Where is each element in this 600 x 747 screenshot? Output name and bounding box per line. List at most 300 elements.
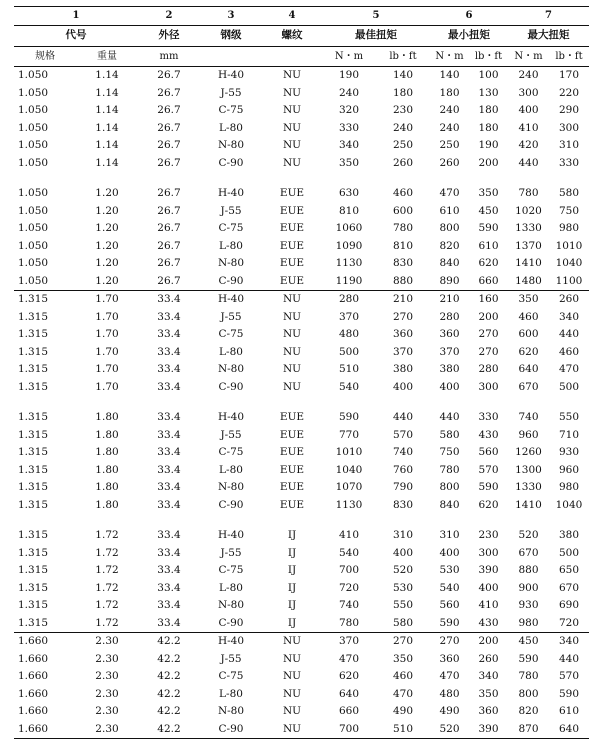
cell-min-lbft: 200	[478, 156, 499, 169]
cell-opt-nm: 720	[338, 581, 360, 594]
cell-max-nm: 420	[518, 139, 539, 151]
cell-opt-nm: 470	[338, 652, 360, 665]
table-row	[14, 273, 589, 291]
cell-od: 26.7	[157, 187, 181, 199]
cell-opt-lbft: 830	[392, 257, 414, 269]
cell-opt-lbft: 260	[392, 156, 414, 169]
column-number: 5	[322, 7, 430, 26]
cell-opt-nm: 370	[338, 310, 360, 323]
column-number: 1	[14, 7, 138, 26]
cell-min-nm: 540	[439, 581, 460, 594]
cell-size: 1.660	[18, 652, 49, 665]
cell-weight: 1.72	[95, 564, 119, 576]
cell-min-lbft: 430	[478, 616, 499, 629]
table-row	[14, 309, 589, 327]
cell-min-lbft: 260	[478, 652, 499, 665]
cell-grade: N-80	[217, 705, 245, 717]
cell-weight: 2.30	[76, 633, 138, 651]
cell-min-nm: 530	[439, 564, 460, 576]
cell-min-nm: 210	[430, 291, 469, 309]
cell-size: 1.050	[18, 222, 49, 234]
cell-min-nm: 800	[439, 481, 460, 493]
cell-opt-lbft: 570	[392, 428, 414, 441]
cell-od: 26.7	[157, 86, 181, 99]
cell-min-lbft: 590	[478, 481, 499, 493]
cell-weight: 1.80	[95, 411, 119, 423]
cell-od: 26.7	[157, 239, 181, 252]
cell-weight: 2.30	[95, 687, 119, 700]
cell-weight: 1.20	[95, 239, 119, 252]
cell-size: 1.660	[14, 721, 76, 739]
cell-min-lbft: 130	[478, 86, 499, 99]
cell-min-nm: 400	[439, 380, 460, 393]
cell-thread: IJ	[287, 599, 297, 611]
cell-opt-nm: 1130	[335, 498, 363, 511]
table-row	[14, 668, 589, 686]
cell-opt-nm: 660	[338, 705, 360, 717]
cell-weight: 1.72	[95, 546, 119, 559]
cell-grade: C-75	[218, 564, 244, 576]
cell-grade: C-90	[218, 616, 244, 629]
cell-size: 1.660	[14, 633, 76, 651]
torque-table-sheet	[14, 6, 589, 739]
cell-min-lbft: 610	[478, 239, 499, 252]
cell-thread: EUE	[279, 187, 305, 199]
cell-weight: 1.72	[95, 599, 119, 611]
cell-min-lbft: 340	[478, 670, 499, 682]
cell-min-nm: 380	[439, 363, 460, 375]
cell-weight: 1.20	[95, 257, 119, 269]
cell-opt-nm: 350	[338, 156, 360, 169]
cell-thread: EUE	[279, 204, 305, 217]
cell-weight: 2.30	[95, 652, 119, 665]
header-od: 外径	[138, 26, 200, 47]
table-row	[14, 597, 589, 615]
cell-size: 1.660	[18, 705, 49, 717]
table-row	[14, 238, 589, 256]
table-row	[14, 633, 589, 651]
cell-weight: 2.30	[95, 670, 119, 682]
cell-thread: NU	[282, 139, 302, 151]
cell-weight: 1.70	[95, 380, 119, 393]
cell-weight: 1.14	[95, 121, 119, 134]
cell-min-lbft: 660	[478, 274, 499, 287]
cell-opt-nm: 240	[338, 86, 360, 99]
cell-opt-lbft: 270	[376, 633, 430, 651]
column-number: 4	[262, 7, 322, 26]
cell-opt-lbft: 600	[392, 204, 414, 217]
cell-size: 1.315	[18, 529, 49, 541]
cell-thread: IJ	[287, 581, 297, 594]
cell-opt-lbft: 180	[392, 86, 414, 99]
cell-opt-lbft: 520	[392, 564, 414, 576]
cell-max-nm: 300	[518, 86, 539, 99]
cell-max-lbft: 930	[558, 446, 580, 458]
cell-thread: NU	[282, 652, 302, 665]
cell-size: 1.315	[18, 446, 49, 458]
cell-opt-lbft: 510	[376, 721, 430, 739]
cell-od: 26.7	[157, 104, 181, 116]
cell-min-lbft: 360	[478, 705, 499, 717]
cell-weight: 1.72	[95, 529, 119, 541]
cell-min-nm: 270	[430, 633, 469, 651]
header-unit-lbft: lb・ft	[549, 47, 589, 67]
cell-min-nm: 560	[439, 599, 460, 611]
table-row	[14, 686, 589, 704]
cell-min-nm: 250	[439, 139, 460, 151]
cell-min-lbft: 620	[478, 498, 499, 511]
cell-min-lbft: 160	[469, 291, 508, 309]
cell-thread: NU	[282, 687, 302, 700]
cell-max-nm: 620	[518, 345, 539, 358]
cell-od: 33.4	[157, 428, 181, 441]
cell-size: 1.660	[18, 670, 49, 682]
cell-od: 33.4	[138, 291, 200, 309]
cell-min-nm: 280	[439, 310, 460, 323]
cell-opt-nm: 620	[338, 670, 360, 682]
cell-grade: C-75	[218, 222, 244, 234]
table-row	[14, 651, 589, 669]
cell-max-lbft: 220	[558, 86, 580, 99]
cell-grade: N-80	[217, 481, 245, 493]
cell-grade: H-40	[217, 187, 245, 199]
cell-min-nm: 800	[439, 222, 460, 234]
header-row-1	[14, 26, 589, 47]
cell-grade: C-90	[200, 721, 262, 739]
cell-min-lbft: 620	[478, 257, 499, 269]
cell-min-lbft: 200	[469, 633, 508, 651]
cell-opt-lbft: 240	[392, 121, 414, 134]
table-row	[14, 379, 589, 397]
cell-grade: J-55	[220, 86, 242, 99]
cell-min-lbft: 350	[478, 187, 499, 199]
cell-od: 33.4	[157, 463, 181, 476]
cell-od: 33.4	[157, 328, 181, 340]
cell-thread: IJ	[287, 616, 297, 629]
cell-weight: 1.70	[95, 345, 119, 358]
cell-weight: 1.80	[95, 463, 119, 476]
cell-weight: 1.72	[95, 616, 119, 629]
cell-min-nm: 240	[439, 104, 460, 116]
cell-od: 42.2	[157, 687, 181, 700]
cell-size: 1.050	[18, 204, 49, 217]
cell-grade: L-80	[219, 239, 243, 252]
header-unit-nm: N・m	[322, 47, 376, 67]
cell-size: 1.315	[18, 481, 49, 493]
cell-size: 1.050	[18, 257, 49, 269]
cell-od: 33.4	[157, 546, 181, 559]
cell-opt-nm: 590	[338, 411, 360, 423]
cell-size: 1.315	[18, 380, 49, 393]
cell-max-lbft: 590	[558, 687, 580, 700]
cell-grade: N-80	[217, 139, 245, 151]
cell-thread: NU	[282, 310, 302, 323]
table-row	[14, 67, 589, 85]
cell-grade: C-75	[218, 446, 244, 458]
cell-max-lbft: 580	[558, 187, 580, 199]
cell-min-nm: 360	[439, 652, 460, 665]
cell-size: 1.315	[18, 345, 49, 358]
cell-opt-nm: 410	[338, 529, 360, 541]
cell-max-nm: 1330	[515, 222, 542, 234]
header-maximum-torque: 最大扭矩	[508, 26, 589, 47]
torque-table	[14, 6, 589, 739]
cell-grade: L-80	[219, 463, 243, 476]
cell-grade: J-55	[220, 546, 242, 559]
cell-max-lbft: 650	[558, 564, 580, 576]
cell-min-nm: 240	[439, 121, 460, 134]
cell-max-lbft: 330	[558, 156, 580, 169]
cell-max-nm: 1410	[515, 498, 542, 511]
cell-grade: H-40	[217, 411, 245, 423]
cell-size: 1.315	[18, 581, 49, 594]
cell-thread: NU	[262, 291, 322, 309]
header-row-2	[14, 47, 589, 67]
cell-grade: H-40	[217, 529, 245, 541]
cell-max-nm: 900	[518, 581, 539, 594]
cell-min-nm: 400	[439, 546, 460, 559]
cell-weight: 1.70	[95, 310, 119, 323]
cell-od: 33.4	[157, 599, 181, 611]
cell-max-nm: 240	[508, 67, 549, 85]
cell-max-lbft: 440	[558, 652, 580, 665]
cell-opt-nm: 810	[338, 204, 360, 217]
cell-od: 33.4	[157, 564, 181, 576]
cell-min-lbft: 410	[478, 599, 499, 611]
table-row	[14, 220, 589, 238]
cell-max-lbft: 960	[558, 463, 580, 476]
cell-od: 33.4	[157, 616, 181, 629]
cell-min-lbft: 200	[478, 310, 499, 323]
cell-min-lbft: 180	[478, 104, 499, 116]
cell-min-nm: 520	[430, 721, 469, 739]
table-row	[14, 479, 589, 497]
table-row	[14, 291, 589, 309]
cell-opt-nm: 370	[322, 633, 376, 651]
cell-grade: C-75	[218, 328, 244, 340]
cell-max-nm: 870	[508, 721, 549, 739]
cell-od: 26.7	[157, 121, 181, 134]
cell-od: 33.4	[157, 363, 181, 375]
cell-size: 1.050	[18, 274, 49, 287]
cell-size: 1.315	[18, 428, 49, 441]
column-number: 3	[200, 7, 262, 26]
cell-opt-nm: 630	[338, 187, 360, 199]
header-optimum-torque: 最佳扭矩	[322, 26, 430, 47]
cell-opt-nm: 1070	[335, 481, 363, 493]
cell-size: 1.315	[18, 498, 49, 511]
cell-max-lbft: 640	[549, 721, 589, 739]
cell-od: 33.4	[157, 498, 181, 511]
cell-max-nm: 400	[518, 104, 539, 116]
cell-opt-nm: 280	[322, 291, 376, 309]
cell-weight: 1.70	[95, 363, 119, 375]
cell-weight: 2.30	[95, 705, 119, 717]
table-row	[14, 427, 589, 445]
header-thread: 螺纹	[262, 26, 322, 47]
cell-min-lbft: 350	[478, 687, 499, 700]
cell-min-lbft: 280	[478, 363, 499, 375]
cell-min-lbft: 560	[478, 446, 499, 458]
cell-opt-nm: 1010	[335, 446, 363, 458]
cell-max-lbft: 290	[558, 104, 580, 116]
cell-thread: NU	[282, 363, 302, 375]
cell-od: 42.2	[157, 652, 181, 665]
column-number: 2	[138, 7, 200, 26]
cell-thread: NU	[282, 104, 302, 116]
cell-opt-lbft: 460	[392, 670, 414, 682]
cell-opt-lbft: 360	[392, 328, 414, 340]
cell-max-lbft: 1040	[555, 498, 583, 511]
cell-max-lbft: 550	[558, 411, 580, 423]
cell-min-lbft: 270	[478, 328, 499, 340]
cell-thread: EUE	[279, 274, 305, 287]
cell-max-nm: 520	[518, 529, 539, 541]
cell-min-lbft: 190	[478, 139, 499, 151]
cell-weight: 1.80	[95, 481, 119, 493]
cell-size: 1.050	[18, 156, 49, 169]
cell-od: 26.7	[157, 156, 181, 169]
cell-thread: NU	[262, 633, 322, 651]
cell-max-nm: 980	[518, 616, 539, 629]
cell-max-lbft: 720	[558, 616, 580, 629]
header-unit-nm: N・m	[430, 47, 469, 67]
cell-opt-nm: 190	[322, 67, 376, 85]
table-row	[14, 361, 589, 379]
cell-thread: EUE	[279, 428, 305, 441]
cell-max-nm: 410	[518, 121, 539, 134]
cell-thread: EUE	[279, 239, 305, 252]
table-row	[14, 721, 589, 739]
cell-max-nm: 1020	[515, 204, 542, 217]
cell-max-lbft: 690	[558, 599, 580, 611]
cell-min-nm: 780	[439, 463, 460, 476]
cell-min-lbft: 450	[478, 204, 499, 217]
table-row	[14, 137, 589, 155]
cell-max-nm: 1410	[515, 257, 542, 269]
table-row	[14, 326, 589, 344]
cell-max-lbft: 170	[549, 67, 589, 85]
header-minimum-torque: 最小扭矩	[430, 26, 508, 47]
header-unit-mm: mm	[138, 47, 200, 67]
cell-opt-nm: 780	[338, 616, 360, 629]
cell-min-nm: 360	[439, 328, 460, 340]
cell-grade: J-55	[220, 204, 242, 217]
cell-max-nm: 880	[518, 564, 539, 576]
cell-min-lbft: 430	[478, 428, 499, 441]
cell-thread: EUE	[279, 463, 305, 476]
cell-od: 33.4	[157, 446, 181, 458]
cell-min-nm: 750	[439, 446, 460, 458]
cell-grade: N-80	[217, 363, 245, 375]
cell-thread: NU	[282, 86, 302, 99]
cell-min-lbft: 390	[469, 721, 508, 739]
cell-min-nm: 470	[439, 670, 460, 682]
cell-opt-lbft: 780	[392, 222, 414, 234]
cell-weight: 1.80	[95, 428, 119, 441]
cell-min-nm: 840	[439, 257, 460, 269]
cell-opt-nm: 740	[338, 599, 360, 611]
cell-max-lbft: 610	[558, 705, 580, 717]
cell-max-nm: 1370	[515, 239, 542, 252]
cell-opt-nm: 1060	[335, 222, 363, 234]
header-grade: 钢级	[200, 26, 262, 47]
cell-opt-nm: 500	[338, 345, 360, 358]
cell-opt-nm: 1090	[335, 239, 363, 252]
cell-od: 33.4	[157, 411, 181, 423]
table-row	[14, 444, 589, 462]
cell-weight: 1.20	[95, 274, 119, 287]
cell-max-lbft: 710	[558, 428, 580, 441]
cell-min-nm: 590	[439, 616, 460, 629]
cell-od: 42.2	[157, 705, 181, 717]
column-number: 6	[430, 7, 508, 26]
cell-size: 1.315	[14, 291, 76, 309]
cell-size: 1.050	[18, 187, 49, 199]
cell-thread: IJ	[287, 529, 297, 541]
cell-min-lbft: 400	[478, 581, 499, 594]
group-spacer	[14, 396, 589, 409]
cell-opt-lbft: 880	[392, 274, 414, 287]
cell-opt-lbft: 400	[392, 546, 414, 559]
header-code: 代号	[14, 26, 138, 47]
table-row	[14, 527, 589, 545]
cell-min-lbft: 180	[478, 121, 499, 134]
cell-max-nm: 670	[518, 380, 539, 393]
cell-weight: 2.30	[76, 721, 138, 739]
cell-size: 1.050	[14, 67, 76, 85]
cell-grade: C-75	[218, 104, 244, 116]
cell-od: 33.4	[157, 345, 181, 358]
cell-od: 26.7	[138, 67, 200, 85]
cell-opt-lbft: 140	[376, 67, 430, 85]
cell-opt-lbft: 530	[392, 581, 414, 594]
cell-grade: C-90	[218, 156, 244, 169]
cell-size: 1.050	[18, 239, 49, 252]
cell-max-nm: 1300	[515, 463, 542, 476]
cell-size: 1.050	[18, 139, 49, 151]
cell-weight: 1.80	[95, 446, 119, 458]
cell-weight: 1.14	[76, 67, 138, 85]
cell-thread: NU	[282, 345, 302, 358]
cell-min-lbft: 300	[478, 546, 499, 559]
cell-max-nm: 780	[518, 187, 539, 199]
cell-min-nm: 310	[439, 529, 460, 541]
cell-thread: NU	[282, 380, 302, 393]
cell-od: 42.2	[138, 633, 200, 651]
cell-opt-lbft: 440	[392, 411, 414, 423]
cell-max-lbft: 260	[549, 291, 589, 309]
cell-opt-lbft: 490	[392, 705, 414, 717]
cell-od: 26.7	[157, 222, 181, 234]
cell-weight: 1.72	[95, 581, 119, 594]
table-row	[14, 615, 589, 633]
cell-weight: 1.80	[95, 498, 119, 511]
cell-max-lbft: 500	[558, 380, 580, 393]
cell-size: 1.050	[18, 86, 49, 99]
cell-weight: 1.14	[95, 156, 119, 169]
table-row	[14, 580, 589, 598]
cell-od: 26.7	[157, 274, 181, 287]
cell-thread: EUE	[279, 446, 305, 458]
cell-opt-nm: 640	[338, 687, 360, 700]
cell-max-nm: 450	[508, 633, 549, 651]
cell-od: 42.2	[138, 721, 200, 739]
cell-min-nm: 470	[439, 187, 460, 199]
cell-max-lbft: 500	[558, 546, 580, 559]
cell-grade: H-40	[200, 633, 262, 651]
cell-opt-lbft: 760	[392, 463, 414, 476]
